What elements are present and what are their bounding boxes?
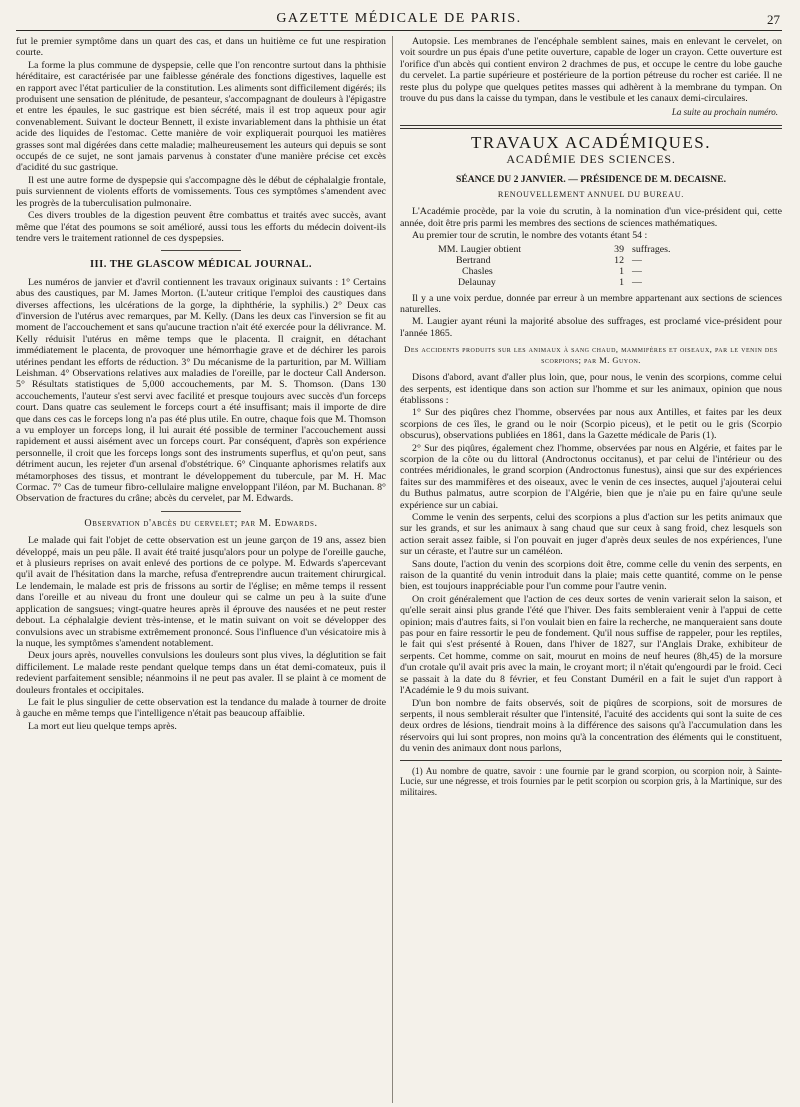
paragraph: 2° Sur des piqûres, également chez l'homme, observées par nous en Algérie, et faites par le scorpion de la côte ou du littoral (Androctonus occitanus), et par celui de l'intérieur ou des contrées méridionales, le grand scorpion (Androctonus funestus), ainsi que sur des expériences faites sur des mammifères et des oiseaux, avec le venin de ces insectes, auquel j'ajouterai celui du Buthus palmatus, autre scorpion de l'Algérie, bien que je n'aie pu en faire qu'une seule expérience sur un cabiai. [400, 442, 782, 511]
paragraph: Au premier tour de scrutin, le nombre des votants étant 54 : [412, 230, 648, 242]
vote-count: 12 [614, 254, 624, 266]
vote-row [438, 266, 782, 277]
paragraph: fut le premier symptôme dans un quart des cas, et dans un huitième ce fut une respiration courte. [16, 36, 386, 59]
vote-unit: — [632, 266, 642, 278]
paragraph: Il y a une voix perdue, donnée par erreur à un membre appartenant aux sections de sciences naturelles. [400, 292, 782, 315]
vote-row [438, 255, 782, 266]
paragraph-autopsie: Autopsie. Les membranes de l'encéphale semblent saines, mais en enlevant le cervelet, on voit sourdre un pus épais d'une petite ouverture, capable de loger un crayon. Cette ouverture est l'orifice d'un abcès qui contient environ 2 drachmes de pus, et occupe le centre du lobe gauche du cervelet. La partie supérieure et postérieure de la portion pétreuse du rocher est cariée. Il ne reste plus du polype que quelques petites masses qui adhèrent à la membrane du tympan. On trouve du pus dans la caisse du tympan, dans le vestibule et les canaux demi-circulaires. [400, 36, 782, 105]
vote-name: Bertrand [456, 254, 491, 266]
vote-table [438, 244, 782, 289]
double-divider [400, 125, 782, 129]
paragraph: Disons d'abord, avant d'aller plus loin, que, pour nous, le venin des scorpions, comme celui des serpents, est identique dans son action sur l'homme et sur les animaux, opinion que nous établissons : [400, 372, 782, 406]
divider [161, 250, 241, 251]
vote-unit: — [632, 277, 642, 289]
paragraph: Deux jours après, nouvelles convulsions les douleurs sont plus vives, la déglutition se fait difficilement. Le malade reste pendant quelque temps dans un état demi-comateux, puis il redevient parfaitement sensible; néanmoins il ne peut pas avaler. Il se plaint à ce moment de douleurs frontales et occipitales. [16, 650, 386, 696]
paragraph: 1° Sur des piqûres chez l'homme, observées par nous aux Antilles, et faites par les deux scorpions de ces îles, le grand ou le noir (Scorpio piceus), et le petit ou le gris (Scorpio obscurus), observations publiées en 1861, dans la Gazette médicale de Paris (1). [400, 407, 782, 442]
paragraph: Les numéros de janvier et d'avril contiennent les travaux originaux suivants : 1° Certains abus des caustiques, par M. James Morton. (L'auteur critique l'emploi des caustiques dans diverses affections, les ulcérations de la gorge, la diphthérie, la syphilis.) 2° Deux cas d'inversion de l'utérus avec remarques, par M. Kelly. (Dans les deux cas l'inversion se fit au moment de l'accouchement et sans qu'aucune traction n'ait été exercée pour la délivrance. M. Kelly réduisit l'utérus en même temps que le placenta. Il craignit, en détachant immédiatement le placenta, de provoquer une hémorrhagie grave et de déchirer les parois utérines pendant les efforts de réduction. 3° Du mécanisme de la parturition, par M. William Leishman. 4° Observations relatives aux maladies de l'oreille, par le docteur Call Anderson. 5° Résultats statistiques de 5,000 accouchements, par M. S. Thomson. (Dans 130 accouchements, l'auteur s'est servi avec facilité et presque toujours avec succès d'un forceps court. Dans quatre cas seulement le forceps court a été insuffisant; mais il importe de dire que dans ces cas le forceps long n'a pas été plus utile. En outre, chaque fois que M. Thomson a vu employer un forceps long, il lui aurait été possible de terminer l'accouchement aussi rapidement et aussi aisément avec un forceps court. Par conséquent, d'après son expérience personnelle, il croit que les forceps longs sont des instruments superflus, et qu'on peut, sans détriment aucun, les rejeter d'un arsenal d'obstétrique. 6° Cinquante aphorismes relatifs aux métamorphoses des tissus, et montrant le développement du tubercule, par M. H. Mac Cormac. 7° Cas de tumeur fibro-cellulaire maligne enveloppant l'iléon, par M. Buchanan. 8° Observation de fractures du crâne; abcès du cervelet, par M. Edwards. [16, 276, 386, 505]
vote-count: 1 [619, 266, 624, 278]
vote-count: 39 [614, 243, 624, 255]
section-heading-glasgow: III. THE GLASCOW MÉDICAL JOURNAL. [89, 259, 313, 271]
paragraph: Ces divers troubles de la digestion peuvent être combattus et traités avec succès, avant même que l'état des poumons se soit amélioré, aussi tous les efforts du médecin doivent-ils tendre vers le traitement rationnel de ces dyspepsies. [16, 210, 386, 244]
paragraph: Le malade qui fait l'objet de cette observation est un jeune garçon de 19 ans, assez bien développé, mais un peu pâle. Il avait été traité jusqu'alors pour un polype de l'oreille gauche, et à plusieurs reprises on avait enlevé des portions de ce polype. M. Edwards s'apercevant qu'il avait de l'hésitation dans la marche, refusa d'entreprendre aucun traitement chirurgical. Le lendemain, le malade est pris de frissons au sortir de l'église; en même temps il ressent dans l'oreille et au niveau du front une douleur qui se calme un peu à la suite d'une application de sangsues; vingt-quatre heures après il éprouve des nausées et ne peut rester debout. La céphalalgie devient très-intense, et le matin suivant on voit se développer des convulsions avec un strabisme extrêmement prononcé. Sous l'influence d'un vésicatoire mis à la nuque, les symptômes s'amendent notablement. [16, 535, 386, 649]
divider [161, 511, 241, 512]
paragraph: La mort eut lieu quelque temps après. [28, 720, 177, 732]
renouvellement-heading: RENOUVELLEMENT ANNUEL DU BUREAU. [497, 190, 685, 200]
session-line: SÉANCE DU 2 JANVIER. — PRÉSIDENCE DE M. DECAISNE. [456, 173, 726, 185]
vote-name: Delaunay [458, 277, 496, 289]
vote-unit: — [632, 254, 642, 266]
paragraph: Sans doute, l'action du venin des scorpions doit être, comme celle du venin des serpents, en raison de la quantité du venin introduit dans la plaie; mais cette quantité, comme on le pense bien, est toujours inappréciable pour l'un comme pour l'autre venin. [400, 558, 782, 593]
paragraph: Comme le venin des serpents, celui des scorpions a plus d'action sur les petits animaux que sur les grands, et sur les animaux à sang chaud que sur ceux à sang froid, chez lesquels son action serait assez faible, si l'on pouvait en juger d'après deux seules de nos expériences, l'une sur un céraste, et l'autre sur un caméléon. [400, 512, 782, 558]
vote-row [438, 277, 782, 288]
vote-row [438, 244, 782, 255]
journal-title: GAZETTE MÉDICALE DE PARIS. [276, 11, 522, 26]
continuation-note: La suite au prochain numéro. [671, 107, 778, 118]
vote-name: MM. Laugier obtient [438, 243, 522, 255]
paragraph: Le fait le plus singulier de cette observation est la tendance du malade à tourner de droite à gauche en même temps que l'intelligence n'était pas beaucoup affaiblie. [16, 696, 386, 720]
section-title-travaux: TRAVAUX ACADÉMIQUES. [470, 132, 711, 152]
column-divider [392, 36, 393, 1103]
paragraph: On croit généralement que l'action de ces deux sortes de venin varierait selon la saison, et qu'elle serait ainsi plus grande l'été que l'hiver. Des faits sembleraient venir à l'appui de cette opinion; mais d'autres faits, si l'on voulait bien en faire la recherche, ne manqueraient sans doute pas pour en faire ressortir le peu de fondement. Qu'il nous suffise de rappeler, pour les reptiles, le fait qui s'est présenté à Rouen, dans l'hiver de 1827, sur l'Anglais Drake, exhibiteur de serpents. Cet homme, comme on sait, mourut en moins de neuf heures (8h,45) de la morsure d'un crotale qu'il avait pris avec la main, le croyant mort; il n'était qu'engourdi par le froid. Ceci se passait à la date du 8 février, et feu Constant Duméril en a fait le sujet d'un rapport à l'Académie le 9 du mois suivant. [400, 593, 782, 697]
paragraph: La forme la plus commune de dyspepsie, celle que l'on rencontre surtout dans la phthisie héréditaire, est caractérisée par une faiblesse générale des fonctions digestives, laquelle est en rapport avec l'état particulier de la constitution. Les aliments sont difficilement digérés; ils produisent une sensation de plénitude, de pesanteur, s'accompagnant de douleurs à l'épigastre et entre les épaules, le suc gastrique est bien sécrété, mais il est trop aqueux pour agir convenablement. Suivant le docteur Bennett, il existe invariablement dans la phthisie un état acide des liquides de l'estomac. Cette manière de voir expliquerait pourquoi les matières grasses sont mal digérées dans cette maladie; malheureusement les auteurs qui depuis se sont occupés de ce sujet, ne sont jamais parvenus à constater d'une manière précise cet excès d'acidité du suc gastrique. [16, 59, 386, 174]
paragraph: Il est une autre forme de dyspepsie qui s'accompagne dès le début de céphalalgie frontale, puis surviennent de violents efforts de vomissements. Tous ces symptômes s'amendent avec les progrès de la tuberculisation pulmonaire. [16, 174, 386, 209]
page-header [16, 0, 782, 31]
article-heading-scorpions: Des accidents produits sur les animaux à sang chaud, mammifères et oiseaux, par le venin des scorpions; par M. Guyon. [404, 345, 778, 365]
right-column [400, 36, 782, 1103]
subsection-title-academie: ACADÉMIE DES SCIENCES. [506, 152, 676, 167]
paragraph: M. Laugier ayant réuni la majorité absolue des suffrages, est proclamé vice-président pour l'année 1865. [400, 316, 782, 339]
observation-heading: Observation d'abcès du cervelet; par M. Edwards. [84, 517, 318, 529]
vote-count: 1 [619, 277, 624, 289]
columns [16, 36, 782, 1103]
paragraph: D'un bon nombre de faits observés, soit de piqûres de scorpions, soit de morsures de serpents, il nous semblerait résulter que l'intensité, l'acuité des accidents qui sont la suite de ces deux ordres de lésions, tiendrait moins à la différence des saisons qu'à l'accumulation dans les réservoirs qui lui sont propres, non moins qu'à la concentration des éléments qui le constituent, du venin des animaux dont nous parlons, [400, 697, 782, 755]
vote-unit: suffrages. [632, 243, 671, 255]
footnote-divider [400, 760, 782, 761]
footnote: (1) Au nombre de quatre, savoir : une fournie par le grand scorpion, ou scorpion noir, à Sainte-Lucie, sur une négresse, et trois fournies par le petit scorpion ou scorpion gris, à la Martinique, sur des militaires. [400, 765, 782, 798]
paragraph: L'Académie procède, par la voie du scrutin, à la nomination d'un vice-président qui, cette année, doit être pris parmi les membres des sections de sciences mathématiques. [400, 206, 782, 229]
page-number: 27 [767, 12, 780, 27]
left-column [16, 36, 386, 1103]
vote-name: Chasles [462, 266, 493, 278]
